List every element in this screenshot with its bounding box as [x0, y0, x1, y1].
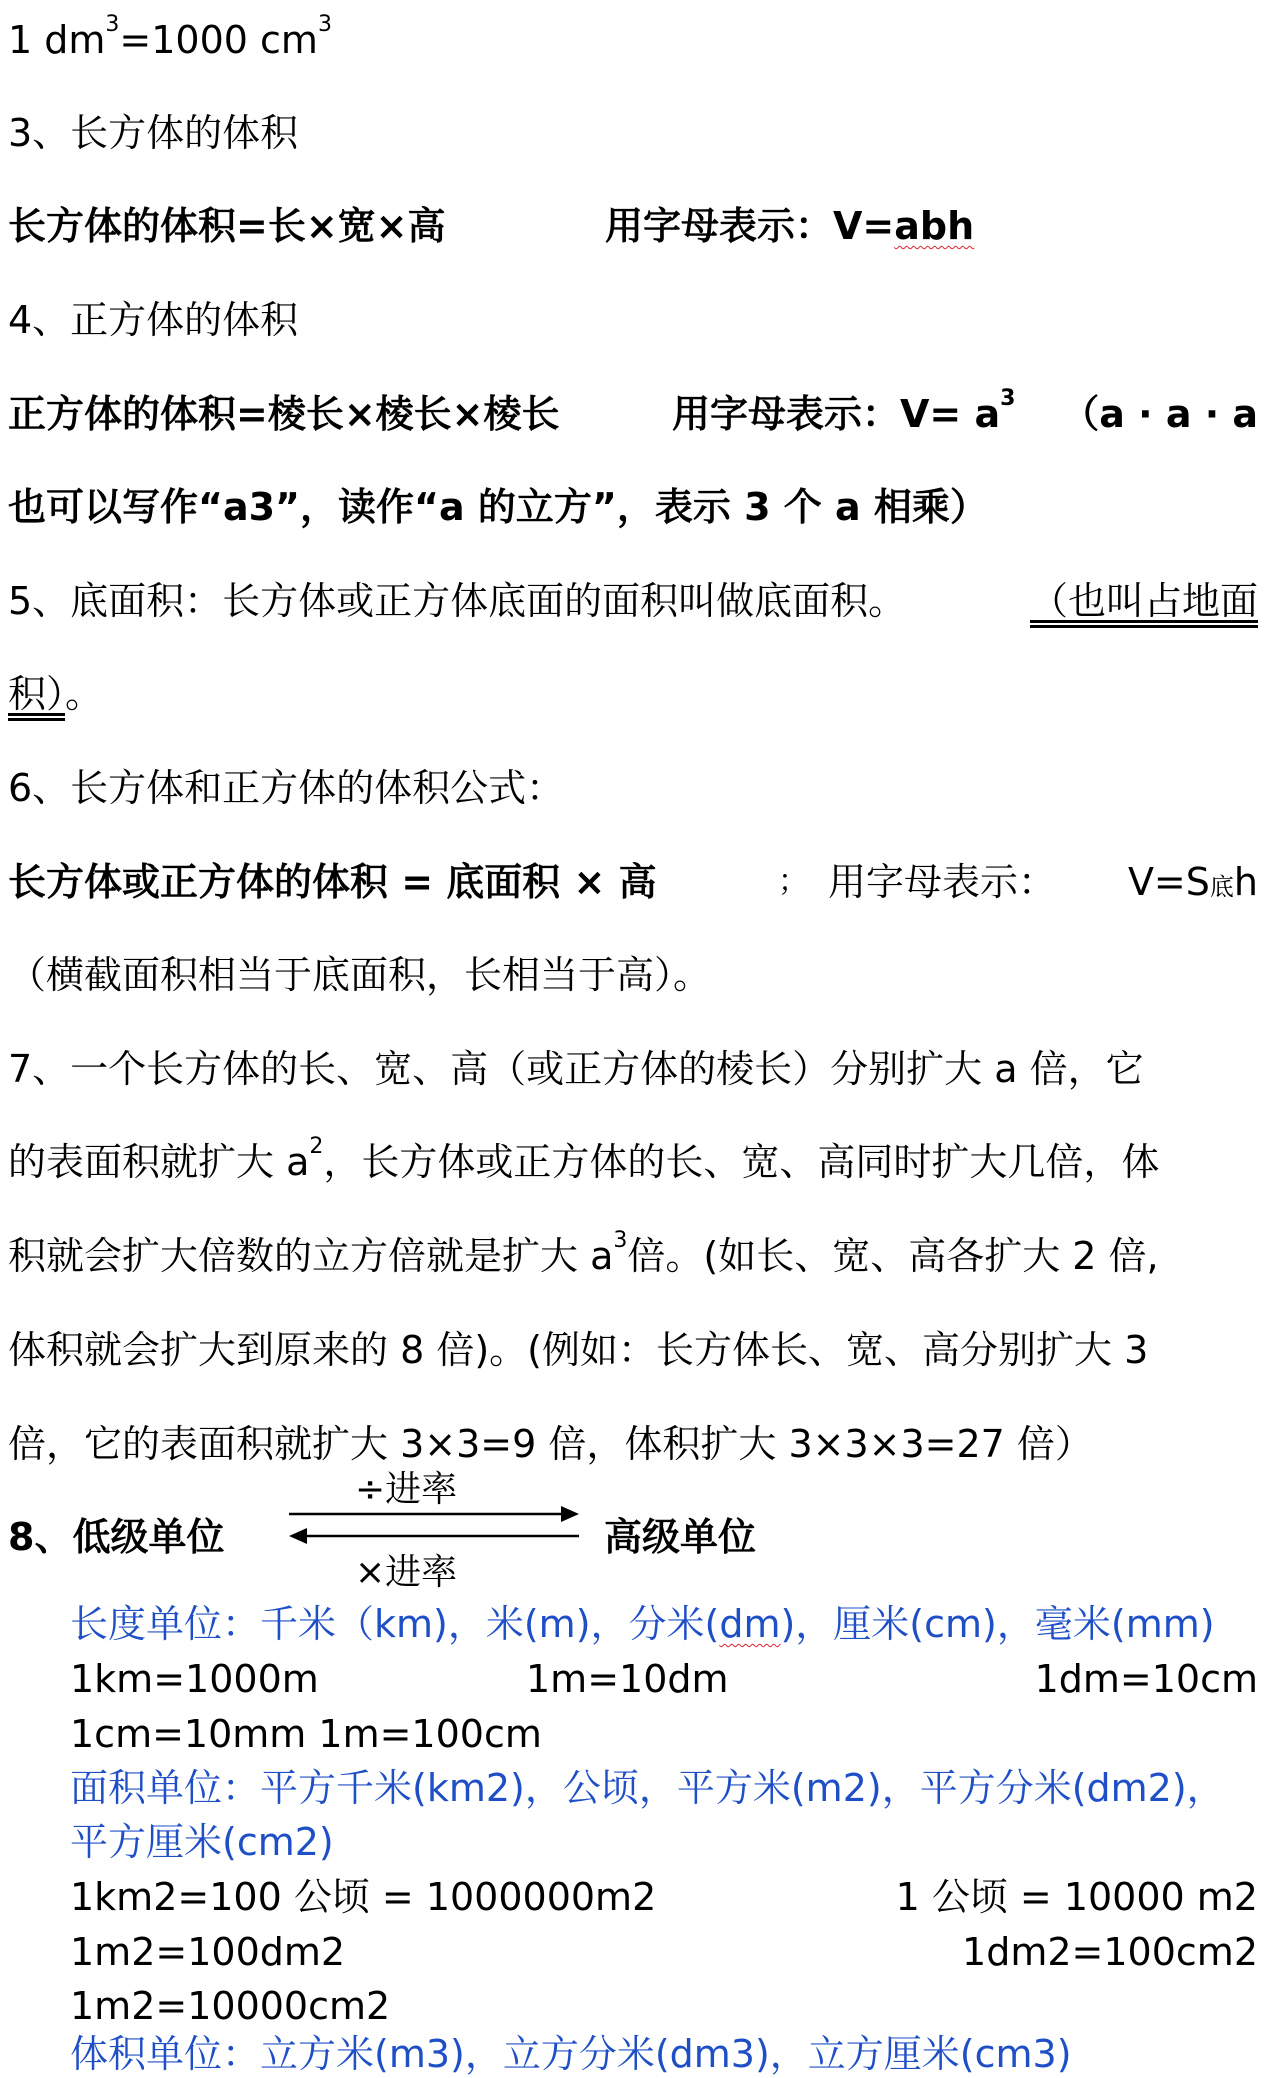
heading-cuboid-volume: 3、长方体的体积 — [8, 111, 299, 155]
superscript: 3 — [317, 12, 332, 37]
cube-volume-letter-formula — [672, 386, 1016, 438]
scaling-paragraph-line-2 — [8, 1134, 1160, 1186]
cuboid-volume-letter-formula — [605, 202, 974, 250]
text: )，厘米(cm)，毫米(mm) — [780, 1602, 1215, 1646]
length-conv-dm: 1dm=10cm — [1034, 1657, 1258, 1701]
cuboid-volume-formula: 长方体的体积=长×宽×高 — [8, 204, 446, 248]
general-volume-formula: 长方体或正方体的体积 = 底面积 × 高 — [8, 860, 657, 904]
general-volume-separator: ； — [778, 864, 808, 899]
base-area-note-end — [8, 670, 103, 718]
arrow-divide-rate-label: ÷进率 — [355, 1469, 458, 1510]
cube-formula-tail: （a · a · a — [1061, 392, 1258, 436]
scaling-paragraph-line-3 — [8, 1228, 1159, 1280]
superscript: 3 — [105, 12, 120, 37]
area-conv-m2-cm2: 1m2=10000cm2 — [70, 1984, 391, 2028]
general-volume-letter-formula — [1128, 858, 1258, 911]
scaling-paragraph-line-1: 7、一个长方体的长、宽、高（或正方体的棱长）分别扩大 a 倍，它 — [8, 1047, 1144, 1091]
text: 的表面积就扩大 a — [8, 1140, 310, 1184]
letter-label: 用字母表示：V= a — [672, 392, 1001, 436]
cube-volume-formula: 正方体的体积=棱长×棱长×棱长 — [8, 392, 560, 436]
general-volume-letter-label: 用字母表示： — [828, 860, 1057, 904]
heading-cube-volume: 4、正方体的体积 — [8, 298, 299, 342]
note-underlined: 积） — [8, 672, 66, 716]
superscript: 3 — [1000, 386, 1016, 411]
area-units-title-cont: 平方厘米(cm2) — [70, 1820, 334, 1864]
length-units-title — [70, 1600, 1215, 1648]
cube-formula-continuation: 也可以写作“a3”，读作“a 的立方”，表示 3 个 a 相乘） — [8, 485, 988, 529]
text: dm — [719, 1602, 781, 1646]
eq-right: =1000 cm — [119, 18, 318, 62]
area-conv-km2: 1km2=100 公顷 = 1000000m2 — [70, 1875, 657, 1919]
base-area-definition — [8, 577, 906, 625]
conversion-arrows-icon — [285, 1500, 585, 1550]
text: 倍。(如长、宽、高各扩大 2 倍, — [627, 1234, 1159, 1278]
eq-left: 1 dm — [8, 18, 106, 62]
definition-text: 5、底面积：长方体或正方体底面的面积叫做底面积。 — [8, 579, 907, 623]
length-conv-m: 1m=10dm — [526, 1657, 729, 1701]
area-units-title: 面积单位：平方千米(km2)，公顷，平方米(m2)，平方分米(dm2)， — [70, 1766, 1225, 1810]
general-volume-note: （横截面积相当于底面积，长相当于高）。 — [8, 953, 712, 997]
subscript-base: 底 — [1209, 873, 1234, 901]
superscript: 2 — [309, 1134, 324, 1159]
area-conv-m2-dm2: 1m2=100dm2 — [70, 1930, 346, 1974]
area-conv-hectare: 1 公顷 = 10000 m2 — [895, 1875, 1258, 1919]
scaling-paragraph-line-5: 倍，它的表面积就扩大 3×3=9 倍，体积扩大 3×3×3=27 倍） — [8, 1422, 1093, 1466]
period: 。 — [65, 672, 104, 716]
letter-v: V=S — [1127, 860, 1210, 904]
heading-volume-formula: 6、长方体和正方体的体积公式： — [8, 766, 565, 810]
area-conv-dm2-cm2: 1dm2=100cm2 — [962, 1930, 1258, 1974]
base-area-note: （也叫占地面 — [1029, 579, 1258, 623]
letter-label: 用字母表示：V= — [605, 204, 895, 248]
low-unit-label: 8、低级单位 — [8, 1515, 225, 1559]
scaling-paragraph-line-4: 体积就会扩大到原来的 8 倍)。(例如：长方体长、宽、高分别扩大 3 — [8, 1328, 1149, 1372]
superscript: 3 — [613, 1228, 628, 1253]
letter-h: h — [1233, 860, 1258, 904]
volume-units-title: 体积单位：立方米(m3)，立方分米(dm3)，立方厘米(cm3) — [70, 2032, 1072, 2076]
text: ，长方体或正方体的长、宽、高同时扩大几倍，体 — [323, 1140, 1160, 1184]
text: 长度单位：千米（km)，米(m)，分米( — [70, 1602, 720, 1646]
letter-expression: abh — [894, 204, 975, 248]
text: 积就会扩大倍数的立方倍就是扩大 a — [8, 1234, 614, 1278]
unit-equation-dm3 — [8, 12, 332, 64]
arrow-multiply-rate-label: ×进率 — [355, 1552, 458, 1593]
length-conv-km: 1km=1000m — [70, 1657, 319, 1701]
high-unit-label: 高级单位 — [604, 1515, 757, 1559]
length-conv-row-2: 1cm=10mm 1m=100cm — [70, 1712, 542, 1756]
